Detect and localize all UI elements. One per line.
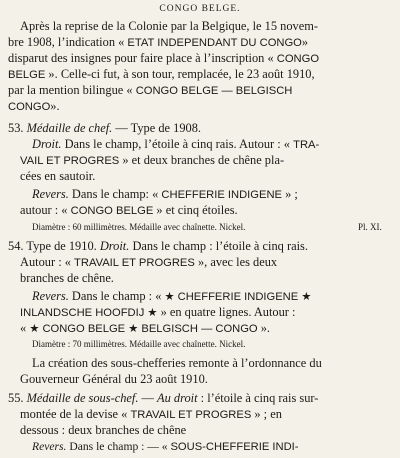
item-number: 53. <box>8 121 24 135</box>
intro-inscription: CONGO BELGE — BELGISCH <box>135 85 293 97</box>
item-title: Médaille de sous-chef. <box>26 391 139 405</box>
revers-text: Dans le champ : — « <box>69 440 168 453</box>
intro-line-6 <box>8 99 60 115</box>
item-53-note: Diamètre : 60 millimètres. Médaille avec chaînette. Nickel. <box>32 222 246 232</box>
intro-text: ». <box>50 99 60 113</box>
droit-motto: TRA- <box>293 139 320 151</box>
item-53-revers-line-1 <box>32 187 298 203</box>
droit-text: branches de chêne. <box>20 271 114 285</box>
item-53-droit-line-3 <box>20 169 95 184</box>
revers-text: » ; <box>285 187 298 201</box>
intro-text: » <box>301 35 309 49</box>
revers-text: autour : « <box>20 203 68 217</box>
revers-text: Dans le champ: « <box>71 187 159 201</box>
page-header: CONGO BELGE. <box>159 4 241 14</box>
droit-motto: VAIL ET PROGRES <box>20 155 120 167</box>
item-number: 55. <box>8 391 24 405</box>
intro-text: par la mention bilingue « <box>8 83 133 97</box>
droit-text: : l’étoile à cinq rais sur- <box>200 391 319 405</box>
droit-text: » et deux branches de chêne pla- <box>122 153 285 167</box>
intro-line-3 <box>8 51 319 67</box>
revers-inscription: SOUS-CHEFFERIE INDI- <box>170 441 299 453</box>
droit-label: Au droit <box>157 391 198 405</box>
revers-text: » et cinq étoiles. <box>156 203 238 217</box>
item-55-revers-line-1 <box>32 439 299 455</box>
item-54-line-2 <box>20 255 277 271</box>
revers-inscription: CONGO BELGE <box>70 205 154 217</box>
revers-label: Revers. <box>32 187 69 201</box>
intro-text: Après la reprise de la Colonie par la Belgique, le 15 novem- <box>20 19 318 33</box>
droit-motto: TRAVAIL ET PROGRES <box>74 257 195 269</box>
intro-text: ». Celle-ci fut, à son tour, remplacée, le 23 août 1910, <box>48 67 315 81</box>
item-53-revers-line-2 <box>20 203 238 219</box>
intro-inscription: ETAT INDEPENDANT DU CONGO <box>127 37 302 49</box>
droit-text: » ; en <box>254 407 282 421</box>
item-53-title-line <box>8 121 201 136</box>
intro-text: disparut des insignes pour faire place à l’inscription « <box>8 51 274 65</box>
item-55-line-2 <box>20 407 282 423</box>
droit-text: Autour : « <box>20 255 71 269</box>
item-53-droit-line-1 <box>32 137 319 153</box>
item-53-droit-line-2 <box>20 153 284 169</box>
droit-text: cées en sautoir. <box>20 169 96 183</box>
item-type: Type de 1910. <box>26 239 97 253</box>
revers-text: ». <box>260 321 271 335</box>
item-54-note: Diamètre : 70 millimètres. Médaille avec chaînette. Nickel. <box>32 339 246 349</box>
droit-text: Dans le champ : l’étoile à cinq rais. <box>132 239 308 253</box>
item-54-revers-line-2 <box>20 305 295 321</box>
item-55-line-1 <box>8 391 318 406</box>
intro-line-4 <box>8 67 315 83</box>
dash: — <box>141 391 154 405</box>
item-54-line-3 <box>20 271 114 286</box>
intro-line-1 <box>20 19 318 34</box>
creation-line-2: Gouverneur Général du 23 août 1910. <box>20 372 208 386</box>
item-54-revers-line-3 <box>20 321 270 337</box>
revers-text: « <box>20 321 27 335</box>
droit-text: Dans le champ, l’étoile à cinq rais. Autour : « <box>64 137 290 151</box>
droit-label: Droit. <box>99 239 130 253</box>
intro-line-5 <box>8 83 292 99</box>
intro-inscription: CONGO <box>8 101 51 113</box>
revers-text: Dans le champ : « <box>71 289 162 303</box>
revers-text: » en quatre lignes. Autour : <box>160 305 296 319</box>
intro-line-2 <box>8 35 308 51</box>
item-number: 54. <box>8 239 24 253</box>
droit-text: montée de la devise « <box>20 407 128 421</box>
item-54-line-1 <box>8 239 308 254</box>
droit-text: dessous : deux branches de chêne <box>20 423 187 437</box>
revers-inscription: INLANDSCHE HOOFDIJ ★ <box>20 307 158 319</box>
item-55-line-3 <box>20 423 186 438</box>
revers-inscription: CHEFFERIE INDIGENE <box>161 189 282 201</box>
intro-text: bre 1908, l’indication « <box>8 35 125 49</box>
droit-motto: TRAVAIL ET PROGRES <box>130 409 252 421</box>
creation-line-1: La création des sous-chefferies remonte à l’ordonnance du <box>32 356 322 370</box>
intro-inscription: BELGE <box>8 69 46 81</box>
item-type: — Type de 1908. <box>115 121 202 135</box>
revers-inscription: ★ CONGO BELGE ★ BELGISCH — CONGO <box>29 323 258 335</box>
intro-inscription: CONGO <box>276 53 320 65</box>
droit-label: Droit. <box>32 137 62 151</box>
item-54-revers-line-1 <box>32 289 311 305</box>
revers-inscription: ★ CHEFFERIE INDIGENE ★ <box>164 291 312 303</box>
revers-label: Revers. <box>32 289 69 303</box>
droit-text: », avec les deux <box>197 255 278 269</box>
item-title: Médaille de chef. <box>26 121 113 135</box>
revers-label: Revers. <box>32 440 67 453</box>
item-53-plate-ref: Pl. XI. <box>358 222 382 232</box>
